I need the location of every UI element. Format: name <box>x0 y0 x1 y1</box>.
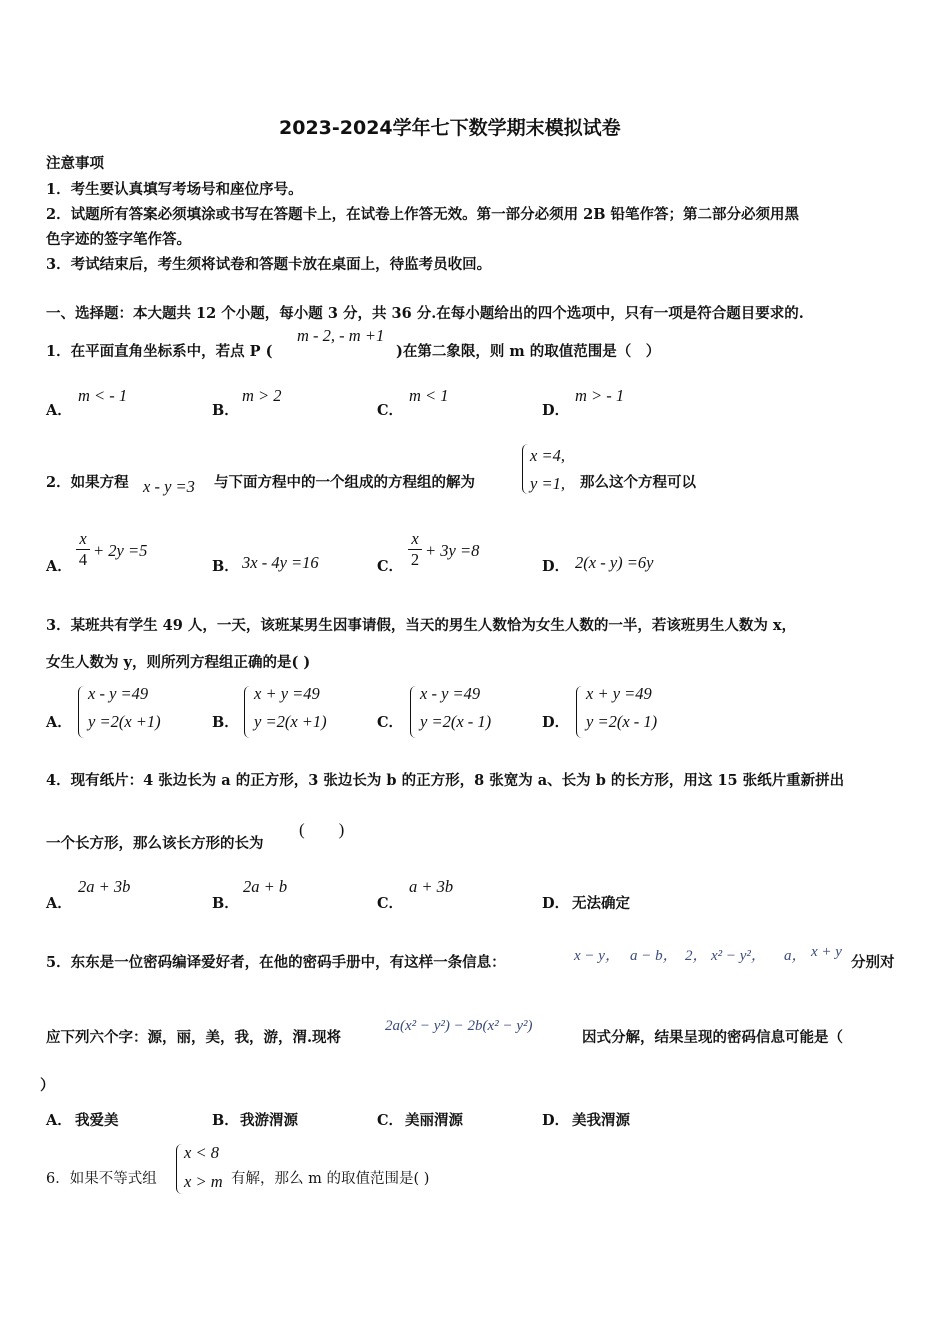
q2-option-a-label: A． <box>46 558 72 575</box>
q5-code-6: x + y <box>811 944 842 960</box>
q4-option-a-label: A． <box>46 895 72 912</box>
q5-option-a-label: A． <box>46 1112 72 1129</box>
notice-heading: 注意事项 <box>46 155 104 172</box>
q3-option-c-label: C． <box>377 714 404 731</box>
q4-option-a: 2a + 3b <box>78 877 131 896</box>
q3-option-d-brace <box>576 686 582 738</box>
q5-line-2: 应下列六个字：源，丽，美，我，游，渭.现将 <box>46 1029 342 1046</box>
q4-answer-paren: ( ) <box>299 820 345 839</box>
q3-option-c-brace <box>410 686 416 738</box>
q5-expression: 2a(x² − y²) − 2b(x² − y²) <box>385 1018 533 1034</box>
q5-line-2-end: 因式分解，结果呈现的密码信息可能是（ <box>582 1029 843 1046</box>
q2-text-middle: 与下面方程中的一个组成的方程组的解为 <box>214 474 475 491</box>
q3-option-d-eq2: y =2(x - 1) <box>586 712 658 731</box>
q2-option-c-fraction <box>408 529 422 570</box>
q3-option-a-label: A． <box>46 714 72 731</box>
page-title: 2023-2024学年七下数学期末模拟试卷 <box>279 117 621 139</box>
q2-option-b-label: B． <box>212 558 239 575</box>
q5-code-1: x − y， <box>574 948 620 964</box>
q5-line-1-end: 分别对 <box>851 954 895 971</box>
q6-text-before: 6．如果不等式组 <box>46 1171 157 1187</box>
q2-text-before: 2．如果方程 <box>46 474 129 491</box>
q1-option-c: m < 1 <box>409 386 449 405</box>
q5-code-2: a − b， <box>630 948 678 964</box>
q2-option-a-rest: + 2y =5 <box>93 541 148 560</box>
q2-solution-x: x =4, <box>530 446 565 465</box>
q5-option-b: 我游渭源 <box>240 1112 298 1129</box>
q5-option-c-label: C． <box>377 1112 404 1129</box>
section-heading: 一、选择题：本大题共 12 个小题，每小题 3 分，共 36 分.在每小题给出的四个选项中，只有一项是符合题目要求的. <box>46 305 804 322</box>
q2-option-c-label: C． <box>377 558 404 575</box>
q3-option-d-eq1: x + y =49 <box>586 684 652 703</box>
q2-solution-y: y =1, <box>530 474 565 493</box>
q2-text-after: 那么这个方程可以 <box>580 474 696 491</box>
notice-item-1: 1．考生要认真填写考场号和座位序号。 <box>46 181 303 198</box>
q2-option-c-numerator: x <box>411 529 419 548</box>
q3-option-c <box>410 684 530 742</box>
q5-line-3: ） <box>40 1077 55 1094</box>
q4-option-b: 2a + b <box>243 877 288 896</box>
q4-option-c-label: C． <box>377 895 404 912</box>
q5-option-b-label: B． <box>212 1112 239 1129</box>
q4-option-b-label: B． <box>212 895 239 912</box>
q1-point-coords: m - 2, - m +1 <box>297 326 385 345</box>
q2-option-a-denominator: 4 <box>76 549 90 570</box>
q1-option-b: m > 2 <box>242 386 282 405</box>
q3-option-b <box>244 684 364 742</box>
q3-option-c-eq2: y =2(x - 1) <box>420 712 492 731</box>
q3-option-d-label: D． <box>542 714 570 731</box>
q5-option-a: 我爱美 <box>75 1112 119 1129</box>
q6-inequality-2: x > m <box>184 1172 223 1191</box>
q3-option-c-eq1: x - y =49 <box>420 684 481 703</box>
q6-inequality-1: x < 8 <box>184 1143 219 1162</box>
q2-option-a-numerator: x <box>79 529 87 548</box>
q1-text-after: )在第二象限，则 m 的取值范围是（ ） <box>396 343 661 360</box>
q1-option-d: m > - 1 <box>575 386 625 405</box>
q3-option-a-eq2: y =2(x +1) <box>88 712 161 731</box>
q4-option-d: 无法确定 <box>572 895 630 912</box>
q4-line-2: 一个长方形，那么该长方形的长为 <box>46 835 264 852</box>
q6-text-after: 有解，那么 m 的取值范围是( ) <box>231 1171 430 1187</box>
q4-line-1: 4．现有纸片：4 张边长为 a 的正方形，3 张边长为 b 的正方形，8 张宽为 a、长为 b 的长方形，用这 15 张纸片重新拼出 <box>46 772 845 789</box>
q3-option-b-eq2: y =2(x +1) <box>254 712 327 731</box>
q2-option-c-rest: + 3y =8 <box>425 541 480 560</box>
q2-option-a-fraction <box>76 529 90 570</box>
q5-option-d: 美我渭源 <box>572 1112 630 1129</box>
q5-code-4: x² − y²， <box>711 948 766 964</box>
q2-option-c-denominator: 2 <box>408 549 422 570</box>
q3-option-a-eq1: x - y =49 <box>88 684 149 703</box>
q1-text-before: 1．在平面直角坐标系中，若点 P ( <box>46 343 273 360</box>
q4-option-c: a + 3b <box>409 877 454 896</box>
q1-option-a-label: A． <box>46 402 72 419</box>
q3-option-d <box>576 684 696 742</box>
q3-line-1: 3．某班共有学生 49 人，一天，该班某男生因事请假，当天的男生人数恰为女生人数的一半，若该班男生人数为 x， <box>46 617 797 634</box>
q3-option-a-brace <box>78 686 84 738</box>
q2-option-b: 3x - 4y =16 <box>242 553 319 572</box>
q1-option-d-label: D． <box>542 402 570 419</box>
q2-option-d: 2(x - y) =6y <box>575 553 654 572</box>
q2-option-d-label: D． <box>542 558 570 575</box>
q5-code-3: 2， <box>685 948 708 964</box>
q5-option-d-label: D． <box>542 1112 570 1129</box>
q1-option-b-label: B． <box>212 402 239 419</box>
q5-option-c: 美丽渭源 <box>405 1112 463 1129</box>
q1-option-a: m < - 1 <box>78 386 128 405</box>
notice-item-2: 2．试题所有答案必须填涂或书写在答题卡上，在试卷上作答无效。第一部分必须用 2B 铅笔作答；第二部分必须用黑 <box>46 206 800 223</box>
notice-item-2-cont: 色字迹的签字笔作答。 <box>46 231 191 248</box>
q6-inequality-brace <box>176 1144 182 1194</box>
q3-option-b-brace <box>244 686 250 738</box>
q5-code-5: a， <box>784 948 807 964</box>
q4-option-d-label: D． <box>542 895 570 912</box>
q3-option-b-label: B． <box>212 714 239 731</box>
q2-solution-brace <box>522 444 528 494</box>
q1-option-c-label: C． <box>377 402 404 419</box>
q2-equation: x - y =3 <box>143 477 195 496</box>
q3-option-b-eq1: x + y =49 <box>254 684 320 703</box>
q5-line-1: 5．东东是一位密码编译爱好者，在他的密码手册中，有这样一条信息： <box>46 954 506 971</box>
q3-line-2: 女生人数为 y，则所列方程组正确的是( ) <box>46 654 311 671</box>
q3-option-a <box>78 684 198 742</box>
notice-item-3: 3．考试结束后，考生须将试卷和答题卡放在桌面上，待监考员收回。 <box>46 256 492 273</box>
